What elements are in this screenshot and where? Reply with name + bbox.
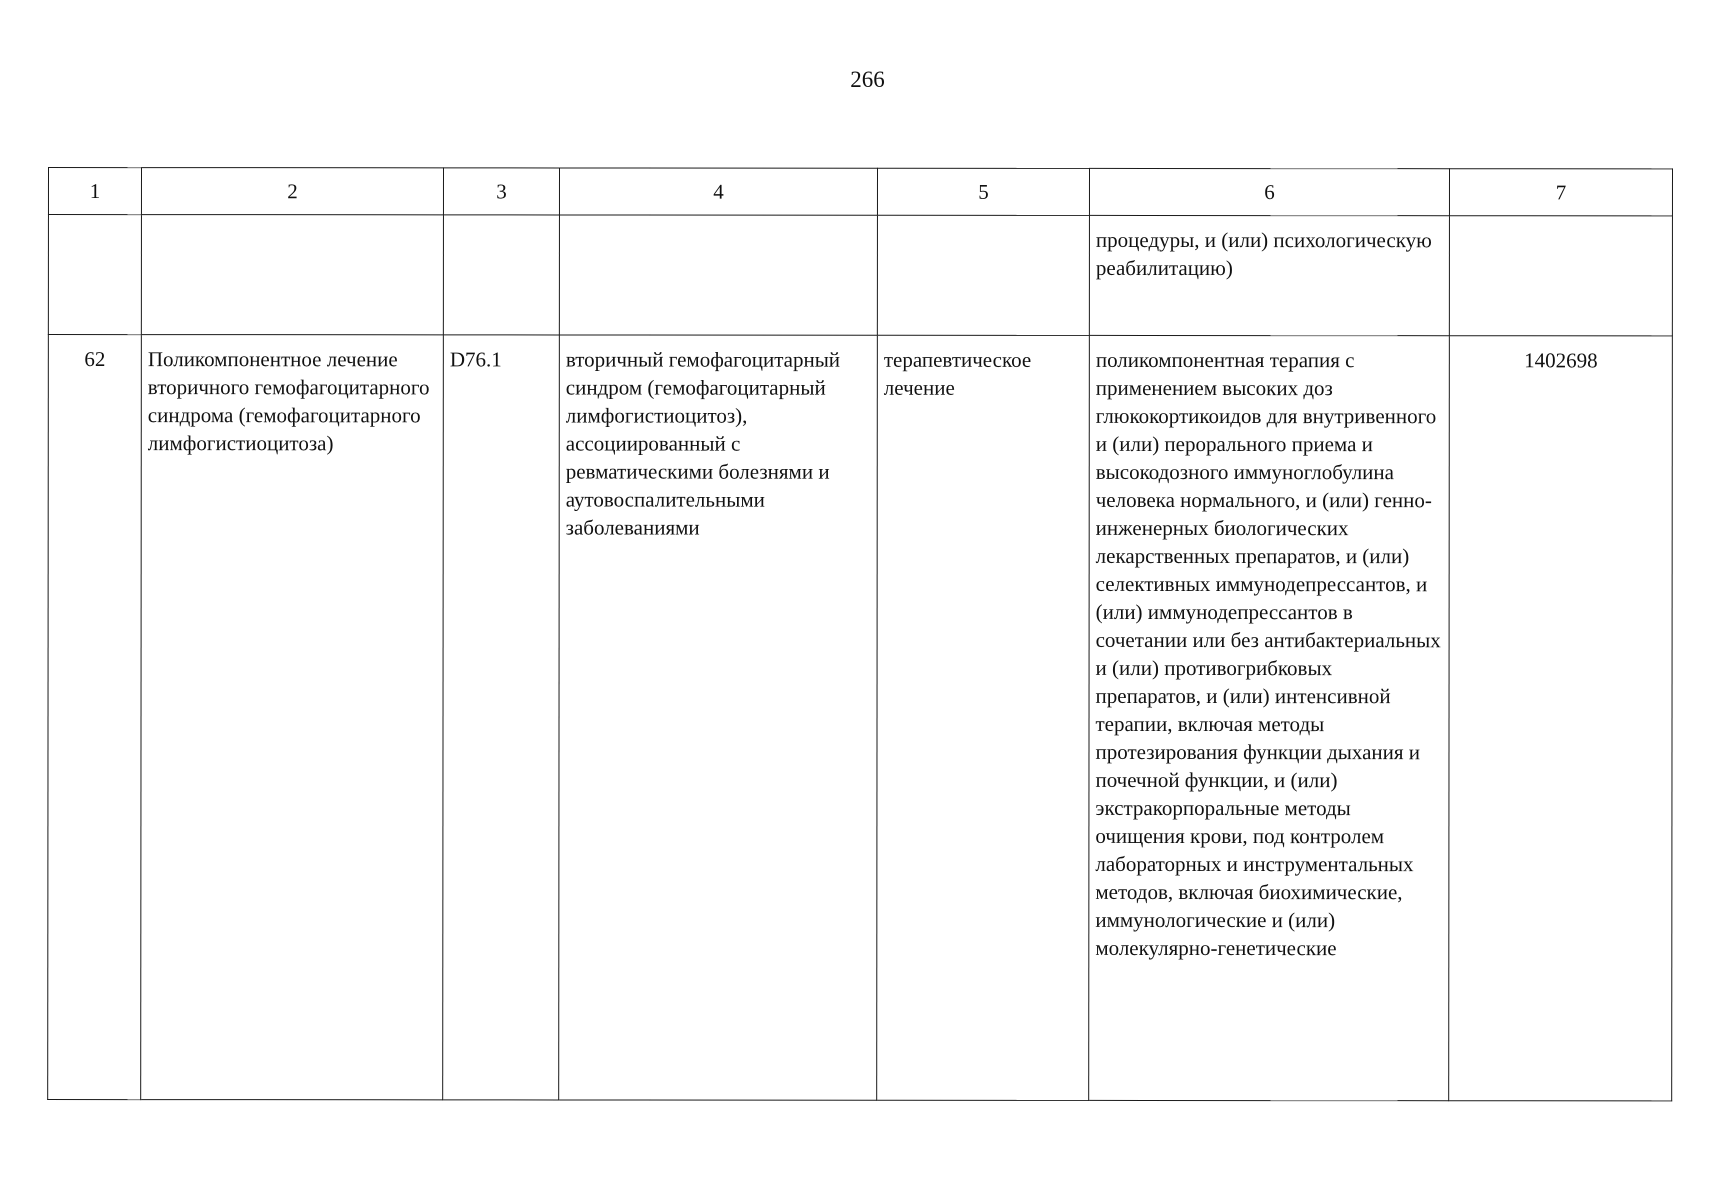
row-cost: 1402698 — [1449, 336, 1673, 1101]
header-col-1: 1 — [48, 168, 141, 215]
row-code: D76.1 — [443, 335, 560, 1100]
cont-cell-7 — [1449, 216, 1672, 336]
header-col-2: 2 — [141, 168, 443, 215]
header-col-3: 3 — [443, 168, 559, 215]
header-col-6: 6 — [1089, 168, 1449, 215]
medical-care-table — [47, 167, 1673, 1101]
cont-cell-4 — [559, 215, 877, 335]
cont-cell-3 — [443, 215, 559, 335]
row-method: поликомпонентная терапия с применением высоких доз глюкокортикоидов для внутривенного и (или) перорального приема и высокодозного иммуноглобулина человека нормального, и (или) генно-инженерных биологических лекарственных препаратов, и (или) селективных иммунодепрессантов, и (или) иммунодепрессантов в сочетании или без антибактериальных и (или) противогрибковых препаратов, и (или) интенсивной терапии, включая методы протезирования функции дыхания и почечной функции, и (или) экстракорпоральные методы очищения крови, под контролем лабораторных и инструментальных методов, включая биохимические, иммунологические и (или) молекулярно-генетические — [1089, 335, 1450, 1100]
cont-cell-2 — [141, 215, 443, 335]
cont-cell-5 — [877, 215, 1089, 335]
page-number: 266 — [850, 67, 885, 92]
header-col-7: 7 — [1449, 169, 1672, 216]
row-name: Поликомпонентное лечение вторичного гемофагоцитарного синдрома (гемофагоцитарного лимфогистиоцитоза) — [141, 335, 444, 1100]
row-treatment-type: терапевтическое лечение — [877, 335, 1090, 1100]
row-model: вторичный гемофагоцитарный синдром (гемофагоцитарный лимфогистиоцитоз), ассоциированный с ревматическими болезнями и аутовоспалительными заболеваниями — [559, 335, 878, 1100]
cont-cell-1 — [48, 215, 141, 335]
continuation-row — [48, 215, 1672, 336]
row-number: 62 — [48, 335, 142, 1100]
header-col-4: 4 — [559, 168, 877, 215]
table-header-row — [48, 168, 1672, 216]
cont-cell-method: процедуры, и (или) психологическую реабилитацию) — [1089, 215, 1449, 335]
table-row — [48, 335, 1673, 1101]
header-col-5: 5 — [877, 168, 1089, 215]
